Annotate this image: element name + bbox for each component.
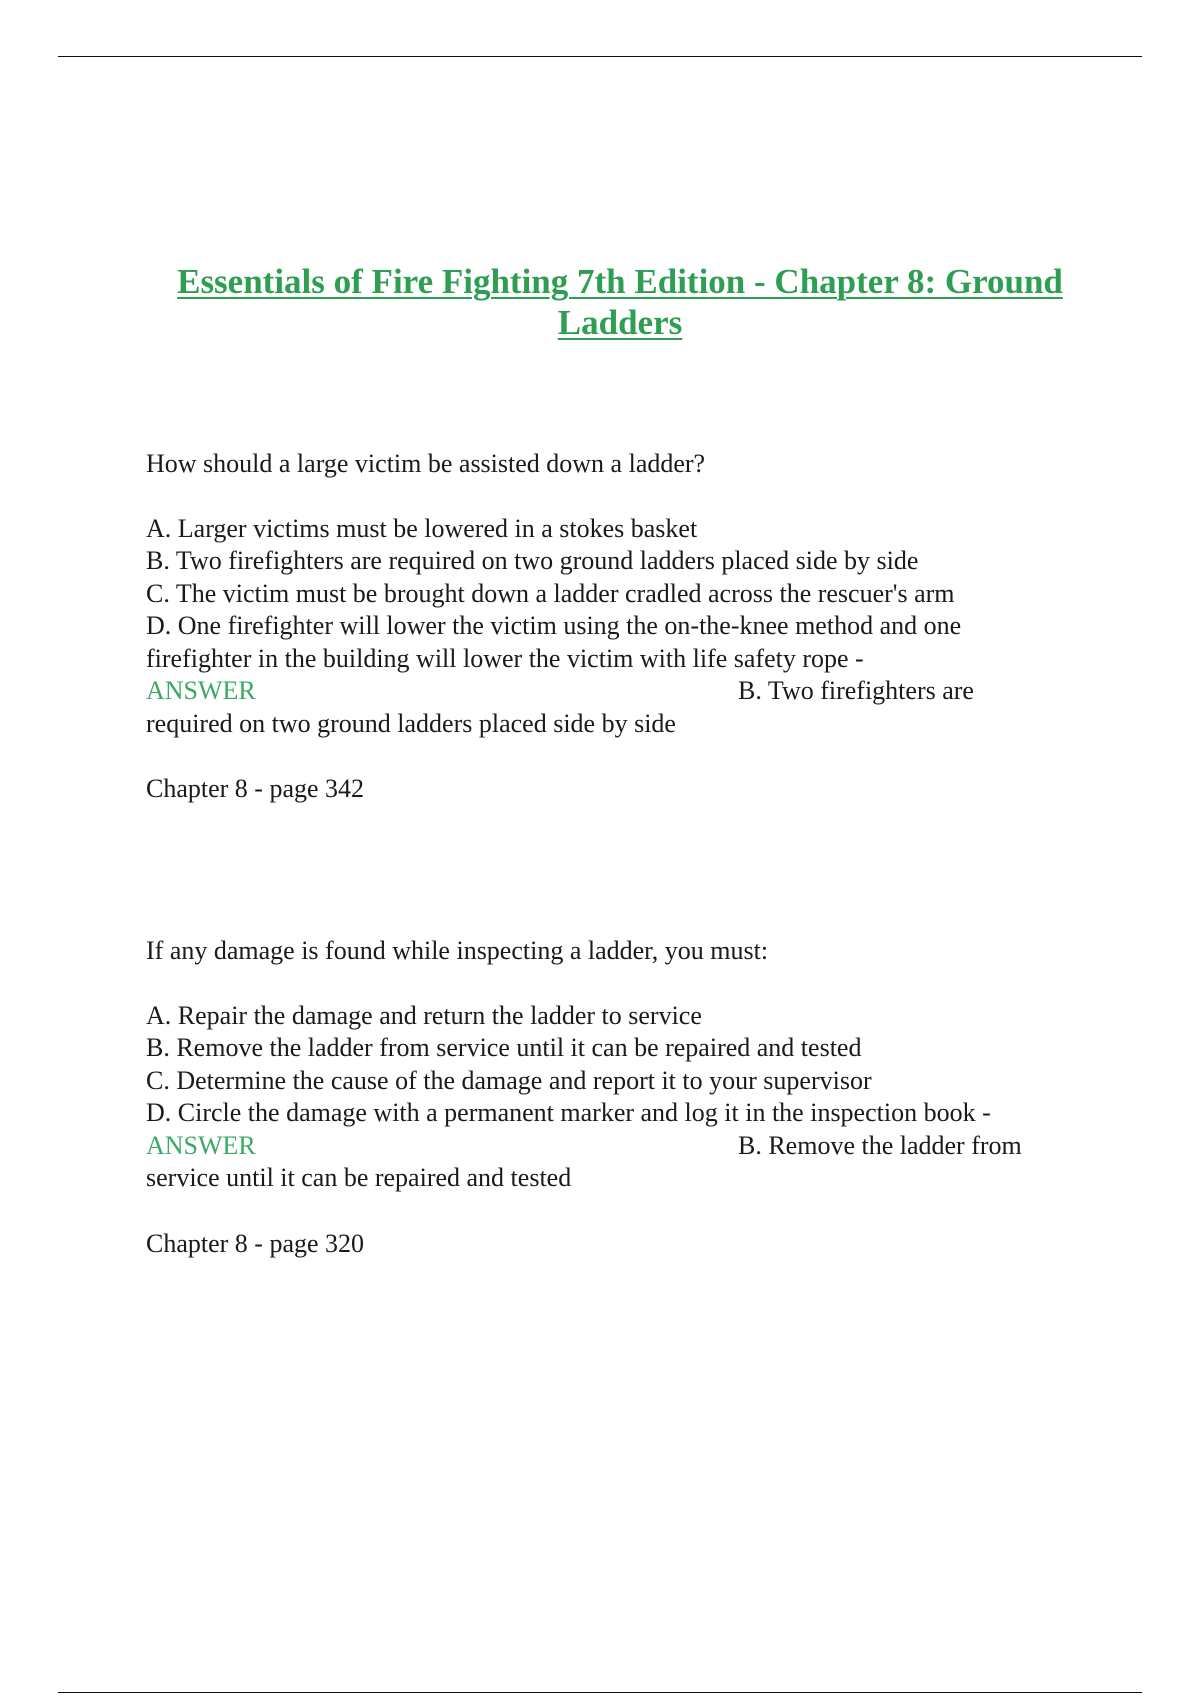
question-text: If any damage is found while inspecting a ladder, you must: bbox=[146, 936, 769, 965]
option-d: D. Circle the damage with a permanent marker and log it in the inspection book - bbox=[146, 1098, 991, 1127]
question-text: How should a large victim be assisted down a ladder? bbox=[146, 449, 706, 478]
answer-text-continued: service until it can be repaired and tested bbox=[146, 1163, 572, 1192]
answer-text: B. Remove the ladder from bbox=[738, 1130, 1022, 1160]
top-rule bbox=[58, 56, 1142, 57]
option-c: C. The victim must be brought down a ladder cradled across the rescuer's arm bbox=[146, 578, 955, 608]
option-list bbox=[146, 513, 1066, 741]
bottom-rule bbox=[58, 1692, 1142, 1693]
answer-text-continued: required on two ground ladders placed side by side bbox=[146, 708, 676, 738]
option-b: B. Remove the ladder from service until it can be repaired and tested bbox=[146, 1033, 862, 1062]
answer-text: B. Two firefighters are bbox=[738, 676, 974, 705]
answer-line bbox=[146, 1130, 1066, 1163]
page-title: Essentials of Fire Fighting 7th Edition - Chapter 8: Ground Ladders bbox=[177, 262, 1063, 343]
option-list bbox=[146, 1000, 1066, 1195]
answer-label: ANSWER bbox=[146, 676, 256, 705]
question-block-2 bbox=[146, 935, 1066, 1260]
option-a: A. Repair the damage and return the ladder to service bbox=[146, 1000, 702, 1030]
option-b: B. Two firefighters are required on two ground ladders placed side by side bbox=[146, 546, 919, 575]
option-d: D. One firefighter will lower the victim using the on-the-knee method and one firefighter in the building will lower the victim with life safety rope - bbox=[146, 611, 962, 673]
question-block-1 bbox=[146, 448, 1066, 806]
page-reference: Chapter 8 - page 320 bbox=[146, 1228, 365, 1258]
option-c: C. Determine the cause of the damage and report it to your supervisor bbox=[146, 1065, 872, 1095]
answer-line bbox=[146, 675, 1066, 708]
answer-label: ANSWER bbox=[146, 1130, 256, 1160]
page-reference: Chapter 8 - page 342 bbox=[146, 774, 365, 803]
option-a: A. Larger victims must be lowered in a stokes basket bbox=[146, 513, 698, 543]
